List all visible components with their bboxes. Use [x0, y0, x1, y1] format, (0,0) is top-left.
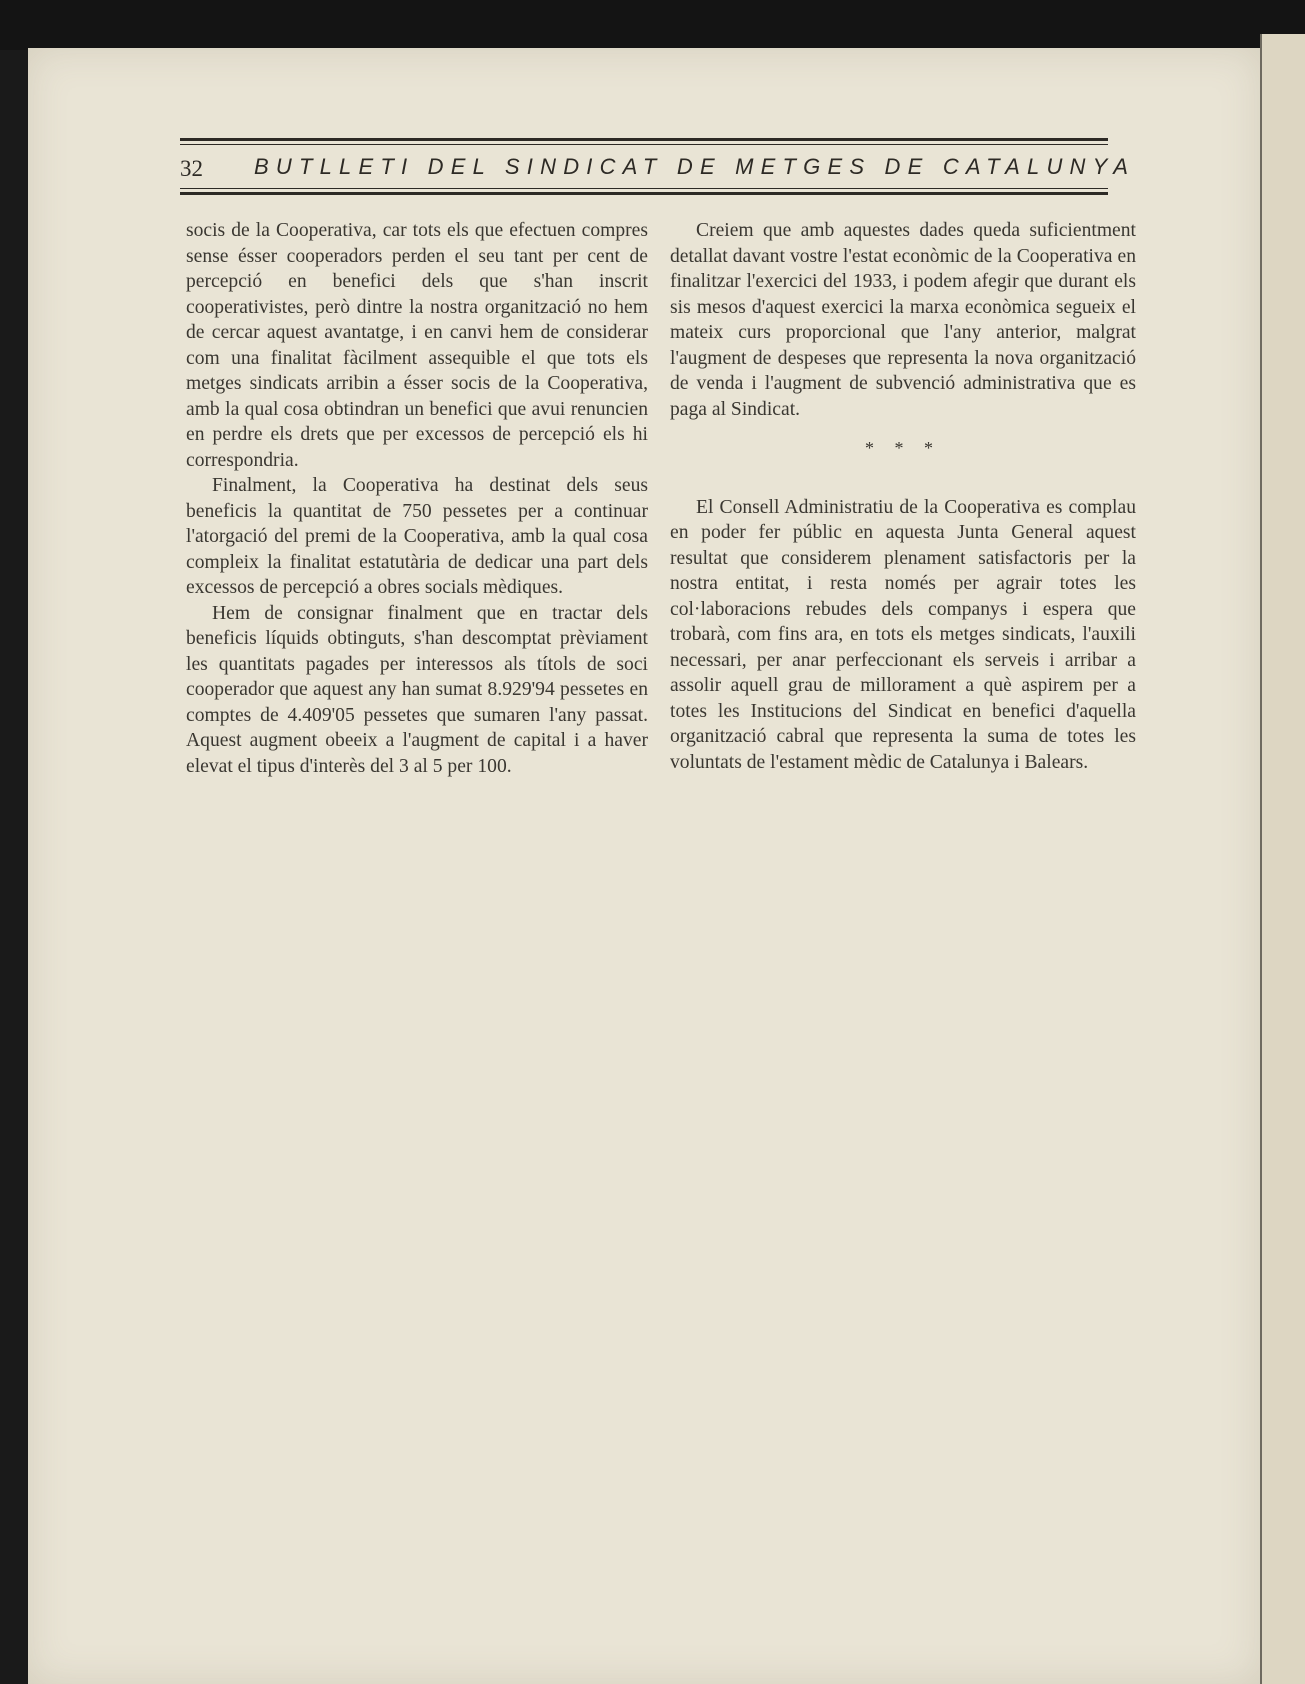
header-rule-bottom-thin — [180, 188, 1108, 189]
paragraph: El Consell Administratiu de la Cooperativa es complau en poder fer públic en aquesta Junta General aquest resultat que considerem plenament satisfactoris per la nostra entitat, i resta només per agrair totes les col·laboracions rebudes dels companys i espera que trobarà, com fins ara, en tots els metges sindicats, l'auxili necessari, per anar perfeccionant els serveis i arribar a assolir aquell grau de millorament a què aspirem per a totes les Institucions del Sindicat en benefici d'aquella organització cabral que representa la suma de totes les voluntats de l'estament mèdic de Catalunya i Balears. — [670, 496, 1136, 773]
paragraph: socis de la Cooperativa, car tots els que efectuen compres sense ésser cooperadors perden el seu tant per cent de percepció en benefici dels que s'han inscrit cooperativistes, però dintre la nostra organització no hem de cercar aquest avantatge, i en canvi hem de considerar com una finalitat fàcilment assequible el que tots els metges sindicats arribin a ésser socis de la Cooperativa, amb la qual cosa obtindran un benefici que avui renuncien en perdre els drets que per excessos de percepció els hi correspondria. — [186, 220, 648, 471]
scan-background — [0, 0, 1305, 50]
page-header — [180, 138, 1136, 198]
header-rule-bottom — [180, 192, 1108, 195]
paragraph: Finalment, la Cooperativa ha destinat dels seus beneficis la quantitat de 750 pessetes per a continuar l'atorgació del premi de la Cooperativa, amb la qual cosa compleix la finalitat estatutària de dedicar una part dels excessos de percepció a obres socials mèdiques. — [186, 475, 648, 598]
paragraph: Creiem que amb aquestes dades queda suficientment detallat davant vostre l'estat econòmic de la Cooperativa en finalitzar l'exercici del 1933, i podem afegir que durant els sis mesos d'aquest exercici la marxa econòmica segueix el mateix curs proporcional que l'any anterior, malgrat l'augment de despeses que representa la nova organització de venda i l'augment de subvenció administrativa que es paga al Sindicat. — [670, 220, 1136, 420]
header-rule-top — [180, 138, 1108, 141]
section-separator: * * * — [865, 438, 941, 458]
right-column — [670, 218, 1136, 775]
header-rule-top-thin — [180, 144, 1108, 145]
running-title: BUTLLETI DEL SINDICAT DE METGES DE CATALUNYA — [254, 154, 1136, 179]
left-column — [186, 218, 648, 779]
adjacent-page-edge — [1260, 34, 1305, 1684]
page-number: 32 — [180, 156, 203, 181]
paragraph: Hem de consignar finalment que en tractar dels beneficis líquids obtinguts, s'han descomptat prèviament les quantitats pagades per interessos als títols de soci cooperador que aquest any han sumat 8.929'94 pessetes en comptes de 4.409'05 pessetes que sumaren l'any passat. Aquest augment obeeix a l'augment de capital i a haver elevat el tipus d'interès del 3 al 5 per 100. — [186, 602, 648, 777]
